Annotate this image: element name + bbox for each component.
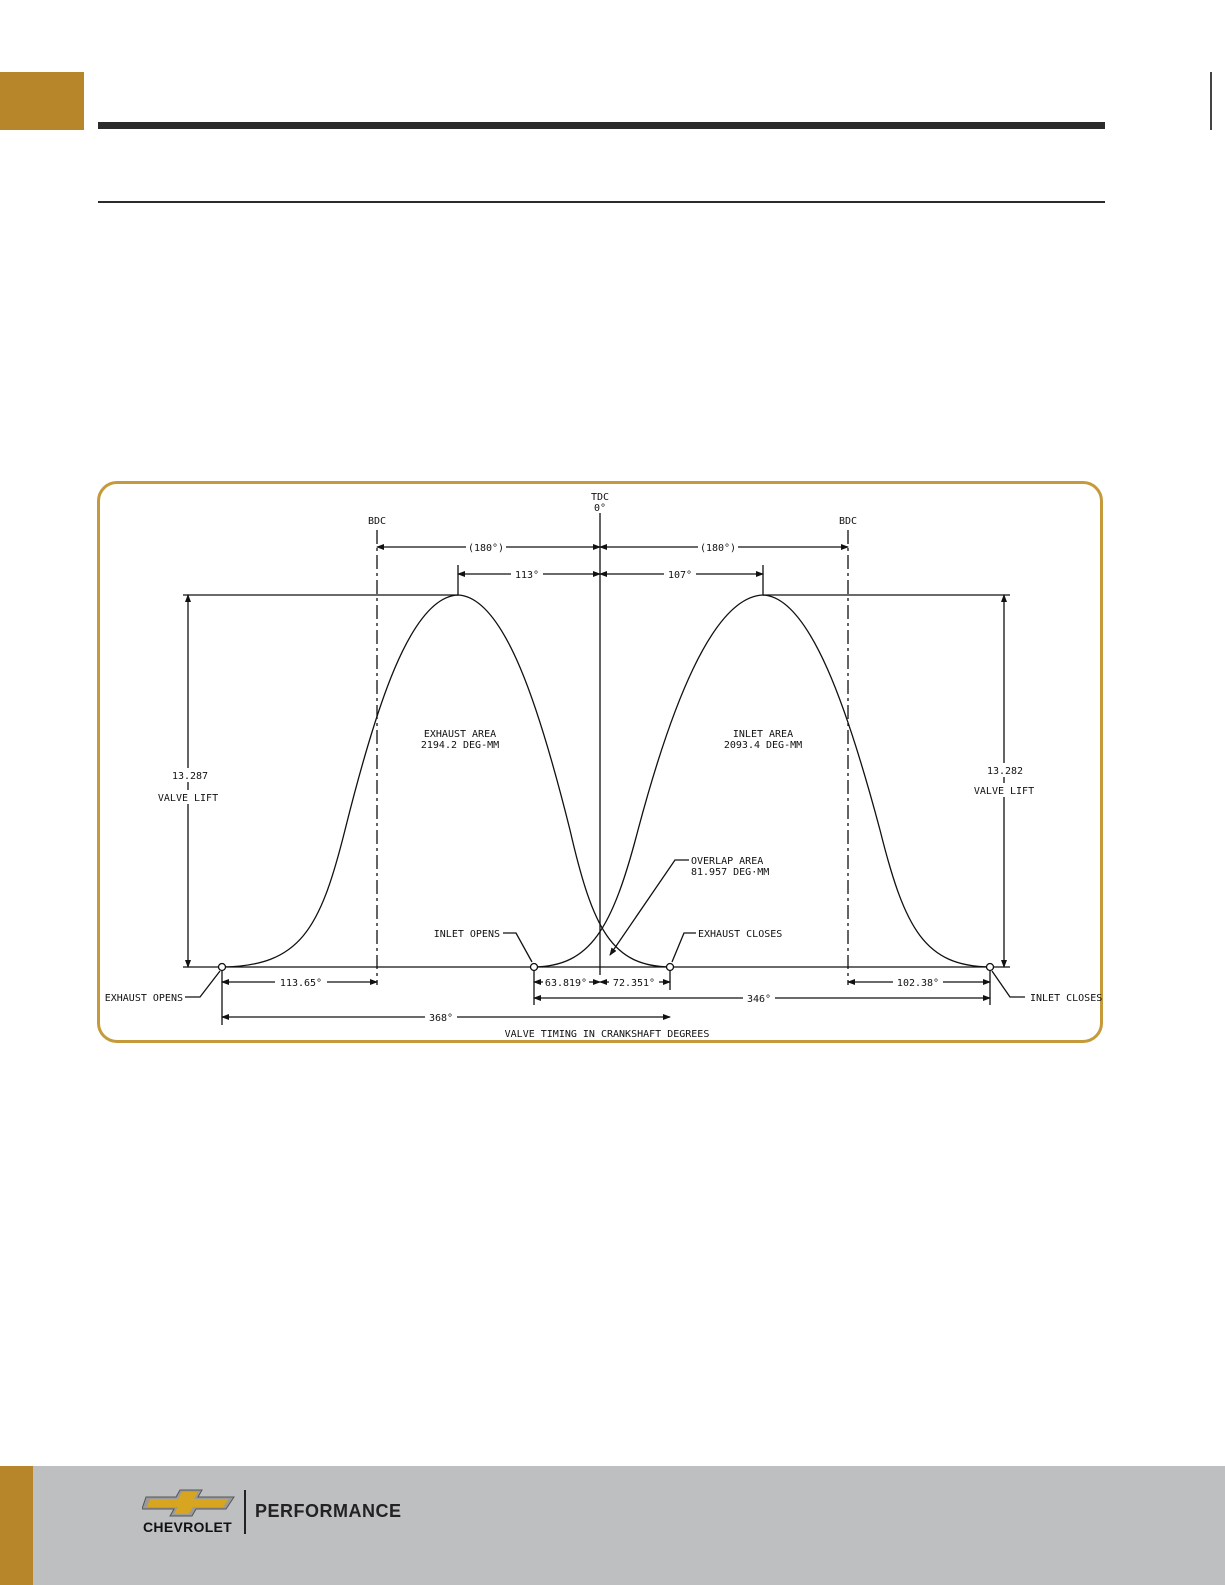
leader-inlet-opens <box>503 933 532 962</box>
exhaust-closes-label: EXHAUST CLOSES <box>698 929 783 940</box>
inlet-closes-point <box>987 964 994 971</box>
lift-left-label: VALVE LIFT <box>157 793 219 804</box>
exhaust-lift-curve <box>222 595 670 967</box>
dim-180-right-label: (180°) <box>699 543 737 554</box>
exhaust-opens-label: EXHAUST OPENS <box>104 993 183 1004</box>
lift-left-value: 13.287 <box>171 771 209 782</box>
inlet-area-value: 2093.4 DEG-MM <box>723 740 803 751</box>
inlet-opens-point <box>531 964 538 971</box>
dim-346-label: 346° <box>746 994 772 1005</box>
inlet-area-title: INLET AREA <box>732 729 794 740</box>
leader-exhaust-opens <box>185 971 220 997</box>
leader-overlap-area <box>610 860 689 955</box>
dim-72-351-label: 72.351° <box>612 978 656 989</box>
exhaust-area-title: EXHAUST AREA <box>423 729 497 740</box>
tdc-label: TDC <box>590 492 610 503</box>
tdc-degree-label: 0° <box>593 503 607 514</box>
dim-113-65-label: 113.65° <box>279 978 323 989</box>
diagram-caption: VALVE TIMING IN CRANKSHAFT DEGREES <box>504 1029 710 1040</box>
footer-gold-tab <box>0 1466 33 1585</box>
chevrolet-performance-logo <box>140 1487 400 1547</box>
dim-368-label: 368° <box>428 1013 454 1024</box>
dim-107-label: 107° <box>667 570 693 581</box>
dim-102-38-label: 102.38° <box>896 978 940 989</box>
brand-name: CHEVROLET <box>143 1519 233 1535</box>
lift-right-value: 13.282 <box>986 766 1024 777</box>
dim-180-left-label: (180°) <box>467 543 505 554</box>
bdc-right-label: BDC <box>838 516 858 527</box>
overlap-area-value: 81.957 DEG·MM <box>691 867 770 878</box>
inlet-closes-label: INLET CLOSES <box>1030 993 1103 1004</box>
bdc-left-label: BDC <box>367 516 387 527</box>
overlap-area-title: OVERLAP AREA <box>691 856 764 867</box>
chevrolet-bowtie-icon <box>142 1489 238 1517</box>
dim-63-819-label: 63.819° <box>544 978 588 989</box>
leader-inlet-closes <box>992 971 1025 997</box>
leader-exhaust-closes <box>672 933 696 962</box>
inlet-lift-curve <box>534 595 990 967</box>
logo-divider <box>244 1490 246 1534</box>
lift-right-label: VALVE LIFT <box>973 786 1035 797</box>
exhaust-opens-point <box>219 964 226 971</box>
exhaust-closes-point <box>667 964 674 971</box>
dim-113-label: 113° <box>514 570 540 581</box>
inlet-opens-label: INLET OPENS <box>433 929 500 940</box>
exhaust-area-value: 2194.2 DEG-MM <box>420 740 500 751</box>
division-name: PERFORMANCE <box>255 1501 402 1521</box>
